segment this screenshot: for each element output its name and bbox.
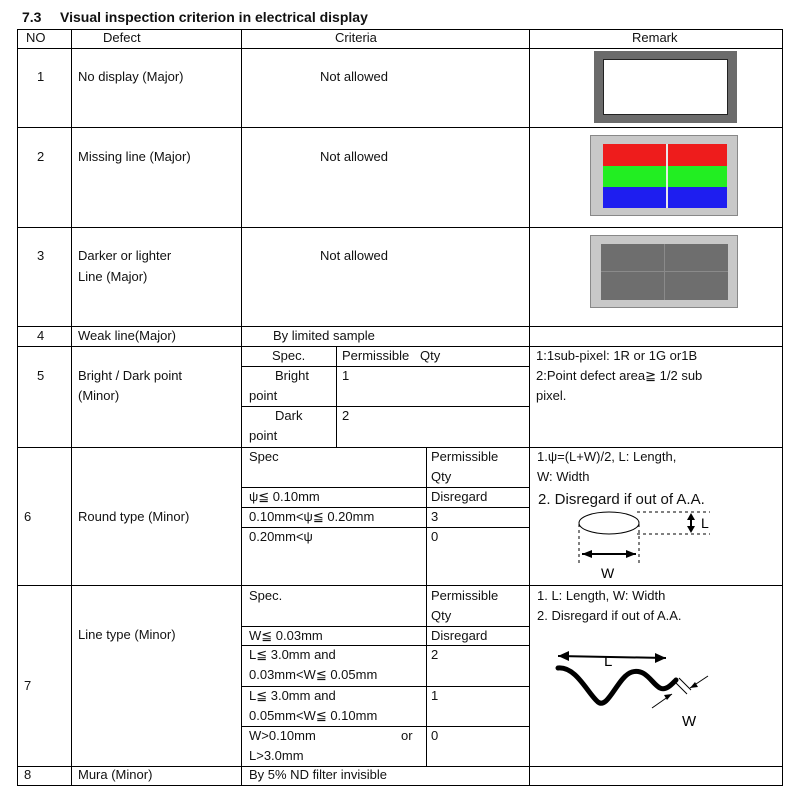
row2-criteria: Not allowed	[320, 149, 388, 164]
header-remark: Remark	[632, 30, 678, 45]
row7-qty-header-line2: Qty	[431, 608, 452, 623]
header-no: NO	[26, 30, 46, 45]
row1-no: 1	[37, 69, 45, 84]
row8-no: 8	[24, 767, 32, 782]
row6-spec-1: ψ≦ 0.10mm	[249, 489, 320, 504]
row4-no: 4	[37, 328, 45, 343]
row5-dark-line2: point	[249, 428, 278, 443]
row5-qty-header: Permissible Qty	[342, 348, 441, 363]
row7-spec-4-line1a: W>0.10mm	[249, 728, 316, 743]
row7-qty-header-line1: Permissible	[431, 588, 499, 603]
row6-defect: Round type (Minor)	[78, 509, 190, 524]
row6-qty-2: 3	[431, 509, 439, 524]
row3-no: 3	[37, 248, 45, 263]
row5-remark-line3: pixel.	[536, 388, 567, 403]
row7-defect: Line type (Minor)	[78, 627, 176, 642]
section-title-text: Visual inspection criterion in electrical display	[60, 9, 368, 25]
row8-defect: Mura (Minor)	[78, 767, 153, 782]
row5-no: 5	[37, 368, 45, 383]
row6-qty-header-line2: Qty	[431, 469, 452, 484]
row2-no: 2	[37, 149, 45, 164]
row5-bright-qty: 1	[342, 368, 350, 383]
row5-remark-line2: 2:Point defect area≧ 1/2 sub	[536, 368, 703, 383]
row6-spec-header: Spec	[249, 449, 279, 464]
row7-qty-4: 0	[431, 728, 439, 743]
row7-spec-3-line1: L≦ 3.0mm and	[249, 688, 336, 703]
row7-qty-1: Disregard	[431, 628, 488, 643]
row7-spec-4-line1b: or	[401, 728, 413, 743]
row5-remark-line1: 1:1sub-pixel: 1R or 1G or1B	[536, 348, 698, 363]
missing-line-figure	[590, 135, 738, 216]
row6-spec-3: 0.20mm<ψ	[249, 529, 313, 544]
row7-remark-line2: 2. Disregard if out of A.A.	[537, 608, 682, 623]
row3-defect-line1: Darker or lighter	[78, 248, 172, 263]
round-type-diagram	[570, 506, 730, 582]
no-display-figure	[594, 51, 737, 123]
row1-defect: No display (Major)	[78, 69, 184, 84]
row6-qty-header-line1: Permissible	[431, 449, 499, 464]
row3-criteria: Not allowed	[320, 248, 388, 263]
row7-spec-2-line1: L≦ 3.0mm and	[249, 647, 336, 662]
row7-spec-1: W≦ 0.03mm	[249, 628, 323, 643]
row5-spec-header: Spec.	[272, 348, 306, 363]
section-number: 7.3	[22, 9, 42, 25]
row7-qty-2: 2	[431, 647, 439, 662]
row7-no: 7	[24, 678, 32, 693]
row5-bright-line1: Bright	[275, 368, 309, 383]
row6-remark-line3: 2. Disregard if out of A.A.	[538, 491, 705, 508]
row5-bright-line2: point	[249, 388, 278, 403]
row7-spec-3-line2: 0.05mm<W≦ 0.10mm	[249, 708, 378, 723]
row7-remark-line1: 1. L: Length, W: Width	[537, 588, 666, 603]
row8-criteria: By 5% ND filter invisible	[249, 767, 387, 782]
row7-qty-3: 1	[431, 688, 439, 703]
line-fig-w-label: W	[682, 713, 697, 730]
row3-defect-line2: Line (Major)	[78, 269, 148, 284]
row7-spec-4-line2: L>3.0mm	[249, 748, 304, 763]
row7-spec-header: Spec.	[249, 588, 283, 603]
row5-defect-line1: Bright / Dark point	[78, 368, 183, 383]
darker-lighter-line-figure	[590, 235, 738, 308]
row6-qty-1: Disregard	[431, 489, 488, 504]
row6-no: 6	[24, 509, 32, 524]
line-fig-l-label: L	[604, 653, 613, 670]
round-fig-w-label: W	[601, 565, 615, 581]
row7-spec-2-line2: 0.03mm<W≦ 0.05mm	[249, 667, 378, 682]
row1-criteria: Not allowed	[320, 69, 388, 84]
header-criteria: Criteria	[335, 30, 377, 45]
row5-defect-line2: (Minor)	[78, 388, 120, 403]
row5-dark-line1: Dark	[275, 408, 303, 423]
line-type-diagram	[548, 636, 728, 736]
row6-remark-line2: W: Width	[537, 469, 590, 484]
row5-dark-qty: 2	[342, 408, 350, 423]
row4-defect: Weak line(Major)	[78, 328, 177, 343]
row6-remark-line1: 1.ψ=(L+W)/2, L: Length,	[537, 449, 677, 464]
header-defect: Defect	[103, 30, 141, 45]
row2-defect: Missing line (Major)	[78, 149, 191, 164]
row4-criteria: By limited sample	[273, 328, 375, 343]
round-fig-l-label: L	[701, 515, 709, 531]
row6-qty-3: 0	[431, 529, 439, 544]
row6-spec-2: 0.10mm<ψ≦ 0.20mm	[249, 509, 375, 524]
section-title	[22, 9, 368, 25]
